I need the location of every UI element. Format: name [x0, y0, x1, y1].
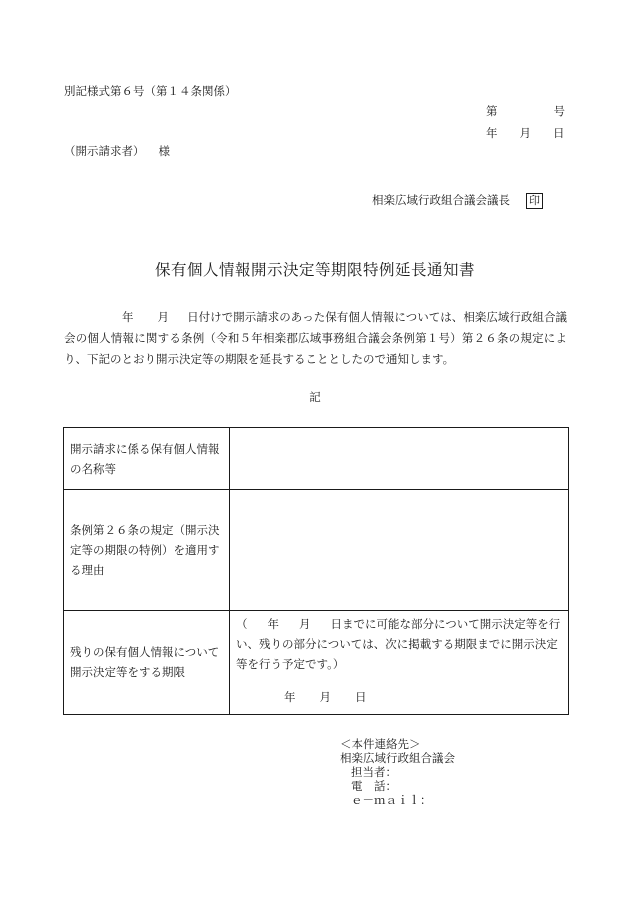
- document-title: 保有個人情報開示決定等期限特例延長通知書: [154, 261, 475, 279]
- contact-heading: ＜本件連絡先＞: [340, 737, 421, 751]
- row1-label: 開示請求に係る保有個人情報の名称等: [64, 428, 230, 490]
- recipient-label: （開示請求者）: [64, 144, 145, 158]
- row3-text: [236, 614, 562, 674]
- date-month: 月: [519, 126, 531, 140]
- date-day: 日: [553, 126, 565, 140]
- table-row: [64, 610, 569, 714]
- body-text: 日付けで開示請求のあった保有個人情報については、相楽広域行政組合議会の個人情報に関する条例（令和５年相楽郡広域事務組合議会条例第１号）第２６条の規定により、下記のとおり開示決定等の期限を延長することとしたので通知します。: [64, 310, 568, 366]
- table-row: [64, 428, 569, 490]
- row3-body: 日までに可能な部分について開示決定等を行い、残りの部分については、次に掲載する期限までに開示決定等を行う予定です。）: [236, 616, 561, 671]
- deadline-month: 月: [319, 689, 331, 704]
- ki-heading: 記: [309, 390, 321, 404]
- recipient: [64, 143, 170, 159]
- row3-value: [230, 610, 569, 714]
- date-year: 年: [486, 126, 498, 140]
- table-row: [64, 490, 569, 610]
- honorific: 様: [158, 144, 170, 158]
- issue-date: [486, 125, 565, 141]
- row3-month: 月: [299, 616, 311, 631]
- contact-person: 担当者：: [351, 765, 397, 779]
- row3-deadline-date: [284, 687, 367, 707]
- deadline-year: 年: [284, 689, 296, 704]
- contact-org: 相楽広域行政組合議会: [340, 751, 455, 765]
- number-suffix: 号: [553, 104, 565, 118]
- body-month: 月: [157, 310, 170, 324]
- document-number: [486, 103, 565, 119]
- row1-value: [230, 428, 569, 490]
- number-prefix: 第: [486, 104, 498, 118]
- contact-block: [340, 737, 455, 807]
- form-label: 別記様式第６号（第１４条関係）: [64, 84, 237, 98]
- row2-label: 条例第２６条の規定（開示決定等の期限の特例）を適用する理由: [64, 490, 230, 610]
- sender: [372, 192, 543, 209]
- row3-label: 残りの保有個人情報について開示決定等をする期限: [64, 610, 230, 714]
- contact-email: ｅ－ｍａｉｌ：: [351, 793, 432, 807]
- info-table: [63, 427, 569, 715]
- sender-title: 相楽広域行政組合議会議長: [372, 193, 510, 207]
- row3-open: （: [236, 616, 248, 631]
- body-paragraph: [64, 307, 567, 370]
- body-year: 年: [122, 310, 134, 324]
- seal-box: 印: [526, 193, 543, 209]
- contact-phone: 電 話：: [351, 779, 397, 793]
- row2-value: [230, 490, 569, 610]
- deadline-day: 日: [355, 689, 367, 704]
- row3-year: 年: [267, 616, 279, 631]
